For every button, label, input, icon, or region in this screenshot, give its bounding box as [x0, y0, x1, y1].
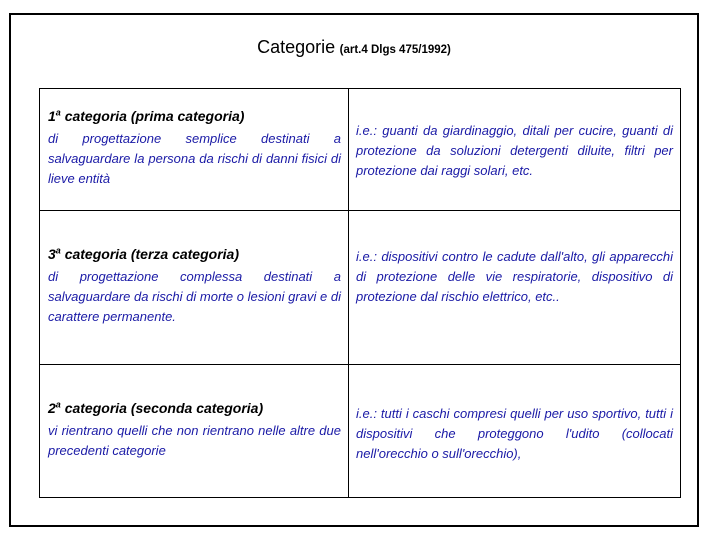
category-examples: i.e.: guanti da giardinaggio, ditali per cucire, guanti di protezione da soluzioni detergenti diluite, filtri per protezione dai raggi solari, etc. [356, 123, 673, 178]
category-ordinal: a [55, 245, 61, 256]
examples-cell [349, 89, 681, 211]
categories-table [39, 88, 681, 498]
category-ordinal: a [55, 399, 61, 410]
category-cell [40, 89, 349, 211]
category-heading [48, 107, 341, 126]
examples-cell [349, 365, 681, 498]
title-subtitle: (art.4 Dlgs 475/1992) [339, 44, 451, 56]
category-title: categoria (terza categoria) [60, 246, 239, 262]
category-number: 1 [48, 108, 56, 124]
category-description: vi rientrano quelli che non rientrano nelle altre due precedenti categorie [48, 423, 341, 458]
category-number: 2 [48, 400, 56, 416]
category-title: categoria (prima categoria) [60, 108, 245, 124]
slide-title [11, 37, 697, 58]
category-heading [48, 245, 341, 264]
category-cell [40, 211, 349, 365]
slide [9, 13, 699, 527]
table-row [40, 211, 681, 365]
category-examples: i.e.: tutti i caschi compresi quelli per uso sportivo, tutti i dispositivi che proteggono l'udito (collocati nell'orecchio o sull'orecchio), [356, 406, 673, 461]
category-description: di progettazione semplice destinati a salvaguardare la persona da rischi di danni fisici di lieve entità [48, 131, 341, 186]
category-number: 3 [48, 246, 56, 262]
examples-cell [349, 211, 681, 365]
table-row [40, 365, 681, 498]
category-ordinal: a [55, 107, 61, 118]
category-cell [40, 365, 349, 498]
category-examples: i.e.: dispositivi contro le cadute dall'alto, gli apparecchi di protezione delle vie respiratorie, dispositivo di protezione dal rischio elettrico, etc.. [356, 249, 673, 304]
category-heading [48, 399, 341, 418]
table-row [40, 89, 681, 211]
category-description: di progettazione complessa destinati a salvaguardare da rischi di morte o lesioni gravi e di carattere permanente. [48, 269, 341, 324]
title-main: Categorie [257, 37, 336, 57]
category-title: categoria (seconda categoria) [60, 400, 264, 416]
